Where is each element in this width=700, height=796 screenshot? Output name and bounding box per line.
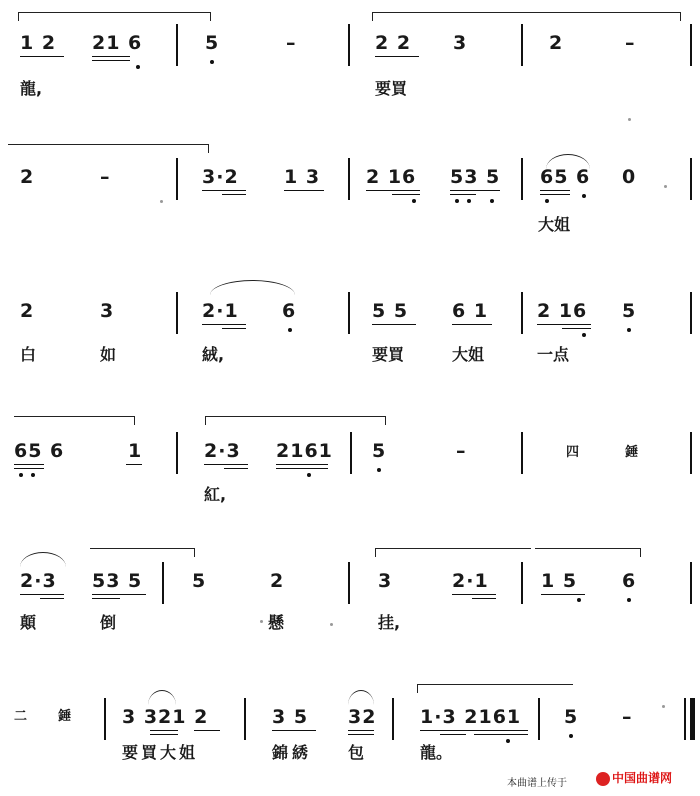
upload-note: 本曲谱上传于	[507, 778, 567, 789]
lyric: 絨,	[202, 345, 225, 364]
lyric: 大姐	[538, 215, 571, 234]
octave-dot	[569, 734, 573, 738]
tie-line	[535, 548, 641, 557]
octave-dot	[627, 598, 631, 602]
beam-underline	[392, 194, 420, 195]
bar-line	[690, 562, 692, 604]
note-group: 2	[270, 570, 285, 592]
note-group: 5	[192, 570, 207, 592]
tie-line	[30, 12, 211, 21]
octave-dot	[506, 739, 510, 743]
octave-dot	[455, 199, 459, 203]
lyric: 龍,	[20, 79, 43, 98]
octave-dot	[545, 199, 549, 203]
bar-line	[521, 432, 523, 474]
octave-dot	[210, 60, 214, 64]
slur-line	[348, 690, 374, 705]
lyric: 包	[348, 743, 365, 762]
bar-line	[521, 24, 523, 66]
beam-underline	[14, 468, 44, 469]
tie-line	[8, 144, 209, 153]
note-group: 1 2	[20, 32, 57, 54]
note-group: 2·1	[202, 300, 239, 322]
percussion-label: 四	[566, 445, 580, 460]
lyric: 龍。	[420, 743, 453, 762]
bar-line	[176, 158, 178, 200]
slur-line	[148, 690, 176, 705]
slur-line	[20, 552, 66, 567]
note-group: 1 5	[541, 570, 578, 592]
bar-line	[176, 292, 178, 334]
beam-underline	[420, 730, 528, 731]
beam-underline	[276, 464, 328, 465]
note-group: 1 3	[284, 166, 321, 188]
note-group: 2 16	[366, 166, 417, 188]
beam-underline	[202, 190, 246, 191]
note-rest: 0	[622, 166, 637, 188]
note-group: 3	[453, 32, 468, 54]
speck	[330, 623, 333, 626]
note-group: 5 5	[372, 300, 409, 322]
note-group: 53 5	[450, 166, 501, 188]
final-bar-thick	[690, 698, 695, 740]
octave-dot	[288, 328, 292, 332]
note-group: 3	[100, 300, 115, 322]
beam-underline	[562, 328, 591, 329]
note-group: 5	[564, 706, 579, 728]
lyric: 要買大姐	[122, 743, 199, 762]
beam-underline	[224, 468, 248, 469]
speck	[628, 118, 631, 121]
beam-underline	[92, 56, 130, 57]
octave-dot	[136, 65, 140, 69]
bar-line	[348, 562, 350, 604]
beam-underline	[375, 56, 419, 57]
bar-line	[348, 158, 350, 200]
note-group: 2161	[276, 440, 333, 462]
octave-dot	[307, 473, 311, 477]
beam-underline	[540, 194, 570, 195]
note-group: 3	[378, 570, 393, 592]
percussion-label: 二	[14, 709, 28, 724]
note-group: 2	[20, 166, 35, 188]
note-group: 2	[20, 300, 35, 322]
beam-underline	[474, 734, 528, 735]
lyric: 大姐	[452, 345, 485, 364]
tie-line	[375, 548, 531, 557]
note-dash: –	[625, 32, 636, 54]
note-dash: –	[100, 166, 111, 188]
octave-dot	[412, 199, 416, 203]
beam-underline	[150, 730, 178, 731]
note-group: 2 2	[375, 32, 412, 54]
octave-dot	[31, 473, 35, 477]
bar-line	[104, 698, 106, 740]
octave-dot	[490, 199, 494, 203]
bar-line	[348, 24, 350, 66]
bar-line	[521, 562, 523, 604]
note-group: 5	[372, 440, 387, 462]
lyric: 懸	[268, 613, 285, 632]
octave-dot	[19, 473, 23, 477]
bar-line	[521, 292, 523, 334]
lyric: 紅,	[204, 485, 227, 504]
lyric: 白	[20, 345, 37, 364]
bar-line	[348, 292, 350, 334]
bar-line	[690, 292, 692, 334]
beam-underline	[372, 324, 416, 325]
beam-underline	[204, 464, 248, 465]
lyric: 挂,	[378, 613, 401, 632]
speck	[160, 200, 163, 203]
beam-underline	[14, 464, 44, 465]
speck	[662, 705, 665, 708]
beam-underline	[348, 734, 374, 735]
speck	[260, 620, 263, 623]
octave-dot	[627, 328, 631, 332]
beam-underline	[366, 190, 420, 191]
bar-line	[690, 24, 692, 66]
beam-underline	[40, 598, 64, 599]
slur-line	[210, 280, 295, 295]
site-logo[interactable]	[596, 769, 672, 786]
beam-underline	[452, 594, 496, 595]
note-group: 65 6	[14, 440, 65, 462]
beam-underline	[20, 56, 64, 57]
bar-line	[162, 562, 164, 604]
percussion-label: 錘	[625, 445, 639, 460]
beam-underline	[452, 324, 492, 325]
beam-underline	[284, 190, 324, 191]
logo-icon	[596, 772, 610, 786]
note-group: 3 321 2	[122, 706, 209, 728]
beam-underline	[222, 194, 246, 195]
note-dash: –	[286, 32, 297, 54]
final-bar-thin	[684, 698, 686, 740]
tie-line	[14, 416, 135, 425]
beam-underline	[348, 730, 374, 731]
beam-underline	[537, 324, 591, 325]
octave-dot	[582, 194, 586, 198]
note-group: 6 1	[452, 300, 489, 322]
beam-underline	[276, 468, 328, 469]
beam-underline	[20, 594, 64, 595]
bar-line	[538, 698, 540, 740]
note-group: 2·3	[20, 570, 57, 592]
bar-line	[392, 698, 394, 740]
beam-underline	[440, 734, 466, 735]
beam-underline	[272, 730, 316, 731]
lyric: 顛	[20, 613, 37, 632]
bar-line	[176, 432, 178, 474]
beam-underline	[92, 60, 130, 61]
lyric: 一点	[537, 345, 570, 364]
beam-underline	[202, 324, 246, 325]
beam-underline	[450, 194, 476, 195]
lyric: 要買	[372, 345, 405, 364]
note-group: 1	[128, 440, 143, 462]
beam-underline	[222, 328, 246, 329]
note-group: 2·3	[204, 440, 241, 462]
note-dash: –	[622, 706, 633, 728]
tie-line	[215, 416, 386, 425]
octave-dot	[467, 199, 471, 203]
lyric: 錦綉	[272, 743, 313, 762]
beam-underline	[92, 594, 146, 595]
note-group: 32	[348, 706, 377, 728]
site-logo-text: 中国曲谱网	[612, 771, 673, 785]
note-group: 5	[622, 300, 637, 322]
beam-underline	[126, 464, 142, 465]
beam-underline	[472, 598, 496, 599]
beam-underline	[92, 598, 120, 599]
bar-line	[350, 432, 352, 474]
octave-dot	[582, 333, 586, 337]
beam-underline	[540, 190, 570, 191]
lyric: 如	[100, 345, 117, 364]
bar-line	[521, 158, 523, 200]
note-group: 6	[282, 300, 297, 322]
beam-underline	[150, 734, 178, 735]
note-group: 3·2	[202, 166, 239, 188]
beam-underline	[450, 190, 500, 191]
note-group: 5	[205, 32, 220, 54]
lyric: 倒	[100, 613, 117, 632]
note-group: 6	[622, 570, 637, 592]
note-group: 2	[549, 32, 564, 54]
note-group: 65 6	[540, 166, 591, 188]
bar-line	[690, 158, 692, 200]
octave-dot	[377, 468, 381, 472]
note-group: 1·3 2161	[420, 706, 522, 728]
note-dash: –	[456, 440, 467, 462]
beam-underline	[541, 594, 585, 595]
tie-line	[372, 12, 548, 21]
speck	[664, 185, 667, 188]
bar-line	[690, 432, 692, 474]
note-group: 53 5	[92, 570, 143, 592]
bar-line	[244, 698, 246, 740]
tie-line	[417, 684, 573, 693]
beam-underline	[194, 730, 220, 731]
lyric: 要買	[375, 79, 408, 98]
note-group: 3 5	[272, 706, 309, 728]
note-group: 2·1	[452, 570, 489, 592]
tie-line	[530, 12, 681, 21]
percussion-label: 錘	[58, 709, 72, 724]
tie-line	[90, 548, 195, 557]
octave-dot	[577, 598, 581, 602]
note-group: 2 16	[537, 300, 588, 322]
bar-line	[176, 24, 178, 66]
note-group: 21 6	[92, 32, 143, 54]
